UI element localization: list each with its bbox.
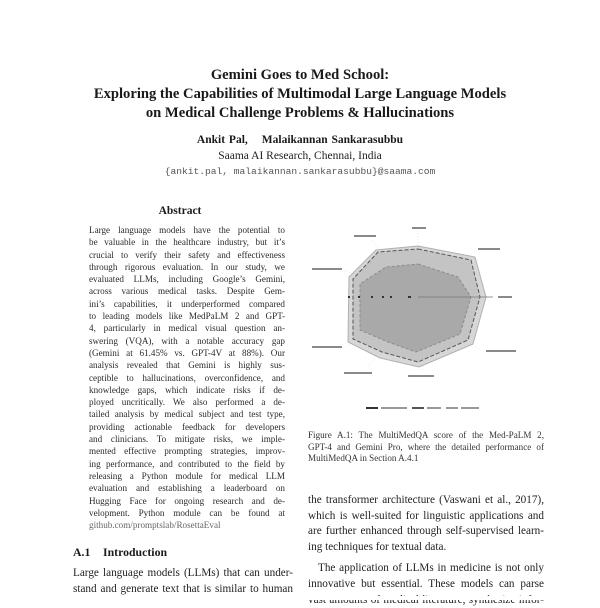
caption-line: MultiMedQA in Section A.4.1 [308, 453, 419, 464]
body-line: innovative but essential. These models can parse [308, 577, 544, 590]
body-line: are further enhanced through self-supervised learn- [308, 525, 544, 538]
caption-line: Figure A.1: The MultiMedQA score of the Med-PaLM 2, [308, 430, 544, 440]
figure-caption [308, 430, 544, 465]
title-line-1: Gemini Goes to Med School: [210, 67, 390, 83]
abstract-line: ing performance, and contributed to the field by [89, 458, 285, 469]
author-email: {ankit.pal, malaikannan.sankarasubbu}@saama.com [164, 166, 436, 177]
right-column-body [308, 493, 544, 608]
abstract-line: releasing a Python module for medical LLM [89, 470, 285, 481]
abstract-line: be valuable in the healthcare industry, but it’s [89, 237, 285, 248]
radar-chart [308, 222, 544, 422]
body-line: the transformer architecture (Vaswani et al., 2017), [308, 494, 544, 506]
abstract-line: Hugging Face for ongoing research and de- [89, 495, 285, 506]
abstract-line: through rigorous evaluation. In our study, we [89, 261, 285, 272]
abstract-line: tailed analysis by medical subject and test type, [89, 409, 285, 420]
body-line: ing techniques for textual data. [308, 540, 447, 553]
section-title: Introduction [103, 545, 168, 559]
section-number: A.1 [73, 545, 91, 559]
title-line-2: Exploring the Capabilities of Multimodal Large Language Models [93, 86, 507, 102]
abstract-line: (Gemini at 61.45% vs. GPT-4V at 88%). Our [89, 347, 285, 358]
abstract-line: evaluated LLMs, including Google’s Gemini, [89, 274, 285, 285]
author-list [100, 134, 500, 146]
abstract-line: knowledge gaps, which indicate risks if de- [89, 384, 285, 395]
abstract-line: Large language models have the potential to [89, 225, 285, 235]
intro-body [73, 566, 293, 597]
author-1: Ankit Pal, [196, 134, 248, 146]
radar-chart-figure [308, 222, 544, 422]
paragraph-2 [308, 561, 544, 608]
body-line [308, 593, 544, 608]
abstract-line: to leading models like MedPaLM 2 and GPT- [89, 311, 285, 322]
abstract-line: ployed uncritically. We also performed a de- [89, 397, 285, 408]
abstract-line: 4, particularly in medical visual question an- [89, 323, 285, 334]
section-heading [73, 545, 167, 560]
github-link[interactable]: github.com/promptslab/RosettaEval [89, 520, 221, 531]
abstract-line: providing actionable feedback for developers [89, 421, 285, 432]
author-2: Malaikannan Sankarasubbu [261, 134, 404, 146]
chart-legend [366, 407, 479, 409]
abstract-heading: Abstract [158, 205, 202, 217]
caption-line: GPT-4 and Gemini Pro, where the detailed performance of [308, 441, 544, 452]
abstract-line: velopment. Python module can be found at [89, 507, 285, 518]
body-line: which is well-suited for linguistic applications and [308, 509, 544, 522]
paper-title [60, 66, 540, 123]
abstract-line: swering (VQA), with a notable accuracy gap [89, 335, 285, 346]
intro-line: stand and generate text that is similar to human [73, 582, 293, 595]
abstract-line: and clinicians. To mitigate risks, we imple- [89, 434, 285, 445]
body-line: The application of LLMs in medicine is not only [318, 562, 544, 575]
abstract-line: crucial to verify their safety and effectiveness [89, 249, 285, 260]
abstract-line: analysis revealed that Gemini is highly sus- [89, 360, 285, 371]
abstract-line: evaluation and establishing a leaderboard on [89, 483, 285, 494]
abstract-line: ini’s capabilities, it underperformed compared [89, 298, 285, 309]
title-line-3: on Medical Challenge Problems & Hallucinations [145, 105, 455, 121]
abstract-line: across various medical tasks. Despite Gem- [89, 286, 285, 297]
abstract-body [89, 224, 285, 531]
affiliation: Saama AI Research, Chennai, India [218, 150, 382, 162]
intro-line: Large language models (LLMs) that can under- [73, 567, 293, 579]
abstract-line: mented effective prompting strategies, improv- [89, 446, 285, 457]
abstract-line: ceptible to hallucinations, overconfidence, and [89, 372, 285, 383]
